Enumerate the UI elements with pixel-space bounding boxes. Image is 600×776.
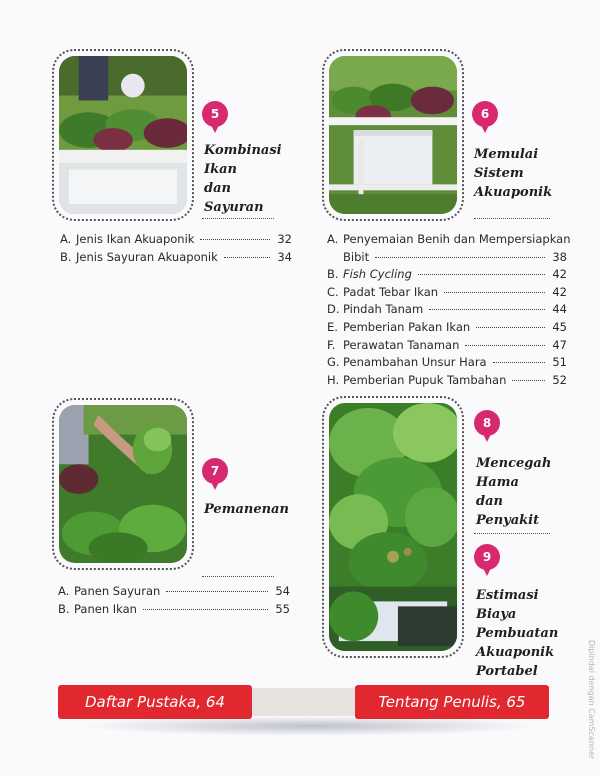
toc-label: Jenis Sayuran Akuaponik <box>76 249 218 264</box>
toc-entry[interactable] <box>327 337 567 355</box>
chapter-7-image <box>59 405 187 563</box>
toc-page: 42 <box>552 284 567 299</box>
toc-label: Pemberian Pupuk Tambahan <box>343 372 507 387</box>
toc-page: 52 <box>552 372 567 387</box>
toc-letter: B. <box>327 267 339 282</box>
toc-label: Padat Tebar Ikan <box>343 284 439 299</box>
toc-letter: A. <box>58 584 70 598</box>
toc-letter: F. <box>327 337 336 352</box>
toc-label: Pindah Tanam <box>343 302 424 317</box>
chapter-6-image <box>329 56 457 214</box>
title-line: Sistem <box>474 166 524 181</box>
toc-page: 34 <box>277 249 292 264</box>
title-line: Akuaponik <box>474 185 553 200</box>
toc-label: Penambahan Unsur Hara <box>343 355 487 370</box>
leader-dots <box>418 274 545 275</box>
toc-label: Bibit <box>343 249 370 264</box>
toc-page: 32 <box>277 232 292 246</box>
toc-entry[interactable] <box>60 249 292 267</box>
chapter-7-toc <box>58 583 290 618</box>
toc-page: 54 <box>275 584 290 598</box>
title-line: Sayuran <box>204 200 264 215</box>
daftar-pustaka-banner[interactable]: Daftar Pustaka, 64 <box>58 685 252 719</box>
leader-dots <box>429 309 545 310</box>
leader-dots <box>512 380 545 381</box>
toc-label: Panen Ikan <box>74 601 137 616</box>
tentang-penulis-banner[interactable]: Tentang Penulis, 65 <box>355 685 549 719</box>
toc-page: 55 <box>275 601 290 616</box>
toc-label: Perawatan Tanaman <box>343 337 460 352</box>
toc-label: Pemberian Pakan Ikan <box>343 319 471 334</box>
chapter-8-title[interactable] <box>476 454 551 530</box>
chapter-5-photo <box>52 49 194 221</box>
chapter-7-number-badge: 7 <box>202 458 228 484</box>
toc-entry[interactable] <box>327 284 567 302</box>
toc-page: 45 <box>552 319 567 334</box>
toc-label: Fish Cycling <box>343 267 412 282</box>
leader-dots <box>465 345 545 346</box>
chapter-5-number-badge: 5 <box>202 101 228 127</box>
title-line: Hama <box>476 475 519 490</box>
chapter-6-number-badge: 6 <box>472 101 498 127</box>
title-line: Mencegah <box>476 456 552 471</box>
chapter-5-toc <box>60 231 292 266</box>
title-line: Akuaponik <box>476 645 555 660</box>
chapter-6-photo <box>322 49 464 221</box>
chapter-8-9-image <box>329 403 457 651</box>
toc-entry[interactable] <box>327 354 567 372</box>
toc-label: Panen Sayuran <box>74 584 161 598</box>
title-line: Penyakit <box>476 513 540 528</box>
toc-label: Penyemaian Benih dan Mempersiapkan <box>343 232 571 246</box>
toc-letter: B. <box>60 249 72 264</box>
chapter-9-title[interactable] <box>476 586 600 681</box>
title-line: Biaya Pembuatan <box>476 607 559 641</box>
chapter-9-number-badge: 9 <box>474 544 500 570</box>
camscanner-watermark: Dipindai dengan CamScanner <box>587 640 596 760</box>
toc-letter: G. <box>327 355 340 370</box>
leader-dots <box>166 591 268 592</box>
title-line: Pemanenan <box>204 502 289 517</box>
toc-entry[interactable] <box>327 231 571 249</box>
toc-letter: A. <box>60 232 72 246</box>
title-line: Estimasi <box>476 588 539 603</box>
leader-dots <box>493 362 545 363</box>
toc-label: Jenis Ikan Akuaponik <box>76 232 195 246</box>
toc-entry[interactable] <box>327 319 567 337</box>
title-line: Ikan <box>204 162 237 177</box>
leader-dots <box>375 257 545 258</box>
toc-entry[interactable] <box>58 601 290 619</box>
chapter-7-title[interactable] <box>204 500 289 519</box>
chapter-6-title[interactable] <box>474 145 552 202</box>
toc-entry[interactable] <box>327 372 567 390</box>
toc-page: 42 <box>552 267 567 282</box>
footer-shadow <box>80 716 540 736</box>
toc-page: 47 <box>552 337 567 352</box>
leader-dots <box>224 257 270 258</box>
toc-entry[interactable] <box>58 583 290 601</box>
title-line: Portabel <box>476 664 538 679</box>
leader-dots <box>200 239 270 240</box>
toc-letter: C. <box>327 284 339 299</box>
chapter-5-title-underline <box>202 218 274 219</box>
title-line: Kombinasi <box>204 143 282 158</box>
chapter-8-number-badge: 8 <box>474 410 500 436</box>
toc-page: 44 <box>552 302 567 317</box>
chapter-5-image <box>59 56 187 214</box>
toc-entry-continuation[interactable] <box>327 249 567 267</box>
toc-page: 38 <box>552 249 567 264</box>
chapter-8-title-underline <box>474 533 550 534</box>
title-line: Memulai <box>474 147 539 162</box>
chapter-7-photo <box>52 398 194 570</box>
toc-letter: B. <box>58 601 70 616</box>
toc-entry[interactable] <box>60 231 292 249</box>
toc-letter: D. <box>327 302 340 317</box>
chapter-5-title[interactable] <box>204 141 282 217</box>
chapter-6-toc <box>327 231 571 389</box>
toc-entry[interactable] <box>327 266 567 284</box>
toc-letter: E. <box>327 319 338 334</box>
toc-page: 51 <box>552 355 567 370</box>
leader-dots <box>143 609 268 610</box>
chapter-8-9-photo <box>322 396 464 658</box>
chapter-6-title-underline <box>474 218 550 219</box>
title-line: dan <box>476 494 503 509</box>
leader-dots <box>476 327 545 328</box>
title-line: dan <box>204 181 231 196</box>
toc-letter: H. <box>327 372 340 387</box>
toc-letter: A. <box>327 232 339 246</box>
leader-dots <box>444 292 545 293</box>
chapter-7-title-underline <box>202 576 274 577</box>
toc-entry[interactable] <box>327 301 567 319</box>
